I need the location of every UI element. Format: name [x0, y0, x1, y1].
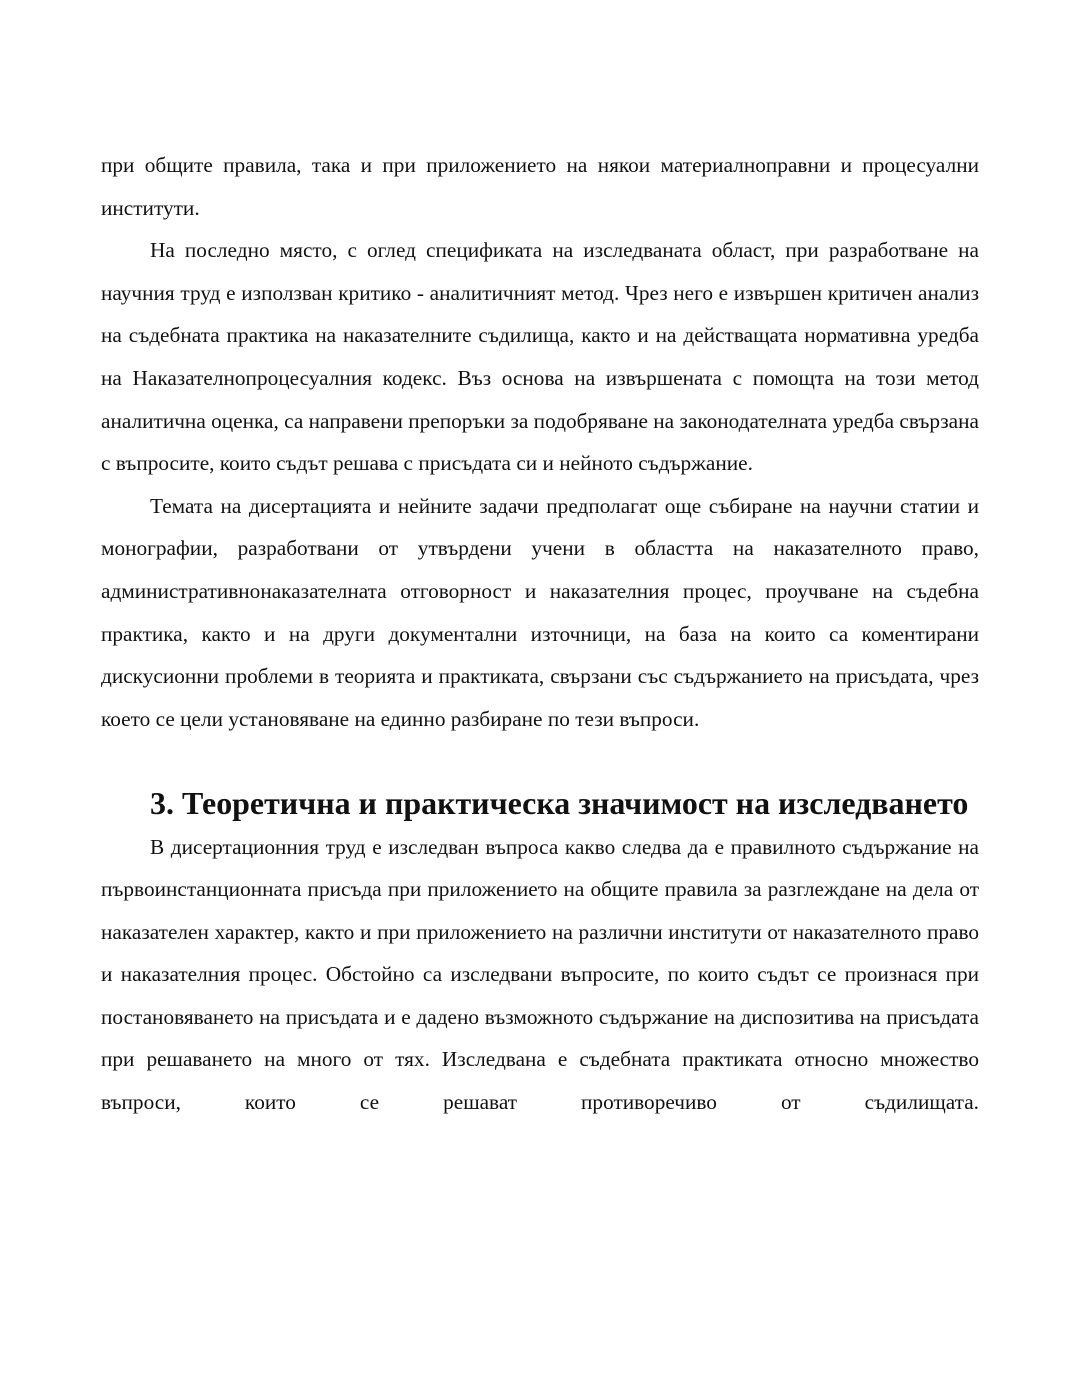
paragraph-sources: Темата на дисертацията и нейните задачи предполагат още събиране на научни статии и монографии, разработвани от утвърдени учени в областта на наказателното право, административнонаказателната отговорност и наказателния процес, проучване на съдебна практика, както и на други документални източници, на база на които са коментирани дискусионни проблеми в теорията и практиката, свързани със съдържанието на присъдата, чрез което се цели установяване на единно разбиране по тези въпроси.: [101, 493, 979, 731]
section-heading: 3. Теоретична и практическа значимост на изследването: [150, 785, 969, 821]
paragraph-method: На последно място, с оглед спецификата на изследваната област, при разработване на научния труд е използван критико - аналитичният метод. Чрез него е извършен критичен анализ на съдебната практика на наказателните съдилища, както и на действащата нормативна уредба на Наказателнопроцесуалния кодекс. Въз основа на извършената с помощта на този метод аналитична оценка, са направени препоръки за подобряване на законодателната уредба свързана с въпросите, които съдът решава с присъдата си и нейното съдържание.: [101, 238, 979, 476]
paragraph-significance: В дисертационния труд е изследван въпроса какво следва да е правилното съдържание на първоинстанционната присъда при приложението на общите правила за разглеждане на дела от наказателен характер, както и при приложението на различни институти от наказателното право и наказателния процес. Обстойно са изследвани въпросите, по които съдът се произнася при постановяването на присъдата и е дадено възможното съдържание на диспозитива на присъдата при решаването на много от тях. Изследвана е съдебната практиката относно множество въпроси, които се решават противоречиво от съдилищата.: [101, 834, 979, 1115]
document-page: [101, 144, 979, 1124]
paragraph-continuation: при общите правила, така и при приложението на някои материалноправни и процесуални институти.: [101, 153, 979, 220]
